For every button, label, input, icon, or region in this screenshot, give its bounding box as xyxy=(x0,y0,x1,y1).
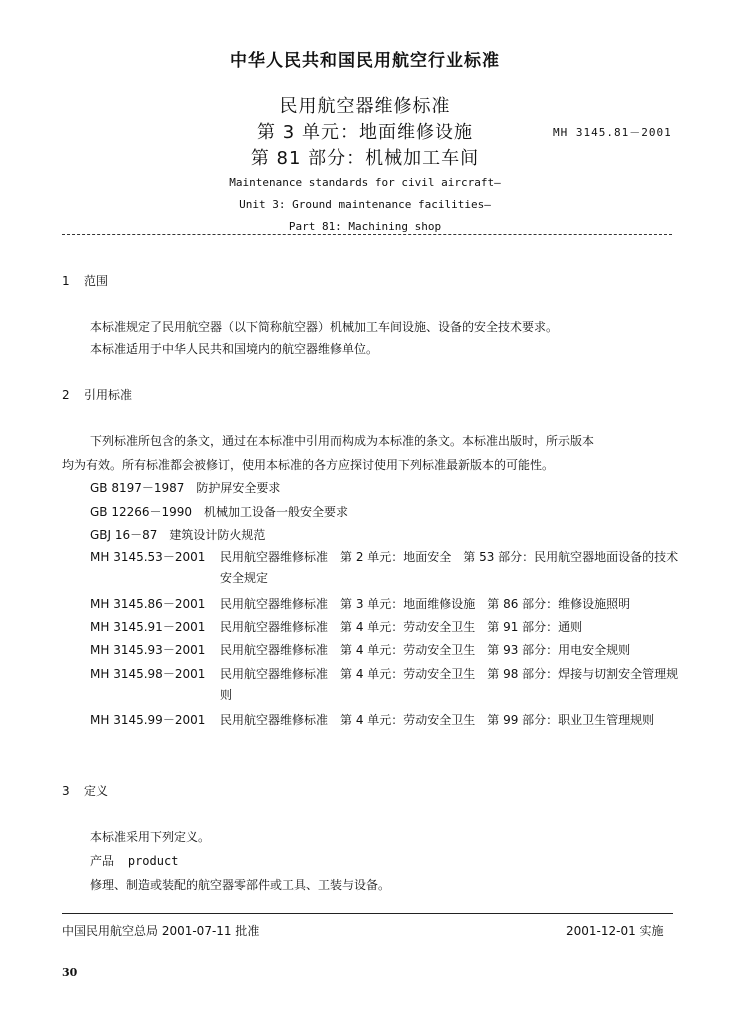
section-3-heading xyxy=(62,782,108,799)
reference-code: MH 3145.99－2001 xyxy=(90,713,206,727)
english-title-line-2: Unit 3: Ground maintenance facilities— xyxy=(239,198,491,211)
reference-item xyxy=(90,547,680,589)
title-line-1: 民用航空器维修标准 xyxy=(279,96,451,117)
section-2-intro-line-2: 均为有效。所有标准都会被修订，使用本标准的各方应探讨使用下列标准最新版本的可能性。 xyxy=(62,458,555,472)
section-1-heading xyxy=(62,272,108,289)
section-title: 定义 xyxy=(84,784,109,798)
section-number: 3 xyxy=(62,784,70,798)
reference-item: GBJ 16－87 建筑设计防火规范 xyxy=(90,528,266,542)
section-1-paragraph-1: 本标准规定了民用航空器（以下简称航空器）机械加工车间设施、设备的安全技术要求。 xyxy=(90,320,559,334)
reference-title: 民用航空器维修标准 第 4 单元：劳动安全卫生 第 99 部分：职业卫生管理规则 xyxy=(220,713,655,727)
section-title: 范围 xyxy=(84,274,109,288)
page-number: 30 xyxy=(62,966,78,979)
reference-title: 民用航空器维修标准 第 4 单元：劳动安全卫生 第 98 部分：焊接与切割安全管理规则 xyxy=(220,667,679,702)
definition-text: 修理、制造或装配的航空器零部件或工具、工装与设备。 xyxy=(90,878,391,892)
reference-title: 民用航空器维修标准 第 4 单元：劳动安全卫生 第 93 部分：用电安全规则 xyxy=(220,643,631,657)
reference-title: 民用航空器维修标准 第 2 单元：地面安全 第 53 部分：民用航空器地面设备的技术安全规定 xyxy=(220,550,679,585)
term-english: product xyxy=(127,854,179,868)
footer-divider xyxy=(62,913,673,914)
reference-code: MH 3145.98－2001 xyxy=(90,667,206,681)
reference-item xyxy=(90,640,680,661)
section-2-intro-line-1: 下列标准所包含的条文，通过在本标准中引用而构成为本标准的条文。本标准出版时，所示版本 xyxy=(90,434,595,448)
reference-item xyxy=(90,594,680,615)
reference-item xyxy=(90,617,680,638)
title-line-2: 第 3 单元：地面维修设施 xyxy=(257,122,473,143)
english-title-line-3: Part 81: Machining shop xyxy=(288,220,442,233)
section-number: 2 xyxy=(62,388,70,402)
section-number: 1 xyxy=(62,274,70,288)
reference-code: MH 3145.53－2001 xyxy=(90,550,206,564)
reference-item xyxy=(90,664,680,706)
section-3-paragraph: 本标准采用下列定义。 xyxy=(90,830,211,844)
standard-category-header: 中华人民共和国民用航空行业标准 xyxy=(230,51,500,71)
reference-title: 民用航空器维修标准 第 4 单元：劳动安全卫生 第 91 部分：通则 xyxy=(220,620,583,634)
reference-code: MH 3145.91－2001 xyxy=(90,620,206,634)
title-line-3: 第 81 部分：机械加工车间 xyxy=(250,148,480,169)
term-chinese: 产品 xyxy=(90,854,115,868)
section-1-paragraph-2: 本标准适用于中华人民共和国境内的航空器维修单位。 xyxy=(90,342,379,356)
section-2-heading xyxy=(62,386,132,403)
section-title: 引用标准 xyxy=(84,388,133,402)
effective-date: 2001-12-01 实施 xyxy=(566,924,664,938)
reference-item: GB 12266－1990 机械加工设备一般安全要求 xyxy=(90,505,349,519)
reference-item: GB 8197－1987 防护屏安全要求 xyxy=(90,481,281,495)
reference-title: 民用航空器维修标准 第 3 单元：地面维修设施 第 86 部分：维修设施照明 xyxy=(220,597,631,611)
title-divider xyxy=(62,234,672,235)
reference-item xyxy=(90,710,680,731)
standard-code: MH 3145.81－2001 xyxy=(553,126,672,139)
reference-code: MH 3145.86－2001 xyxy=(90,597,206,611)
english-title-line-1: Maintenance standards for civil aircraft— xyxy=(229,176,501,189)
reference-code: MH 3145.93－2001 xyxy=(90,643,206,657)
approval-info: 中国民用航空总局 2001-07-11 批准 xyxy=(62,924,260,938)
definition-term xyxy=(90,852,178,869)
